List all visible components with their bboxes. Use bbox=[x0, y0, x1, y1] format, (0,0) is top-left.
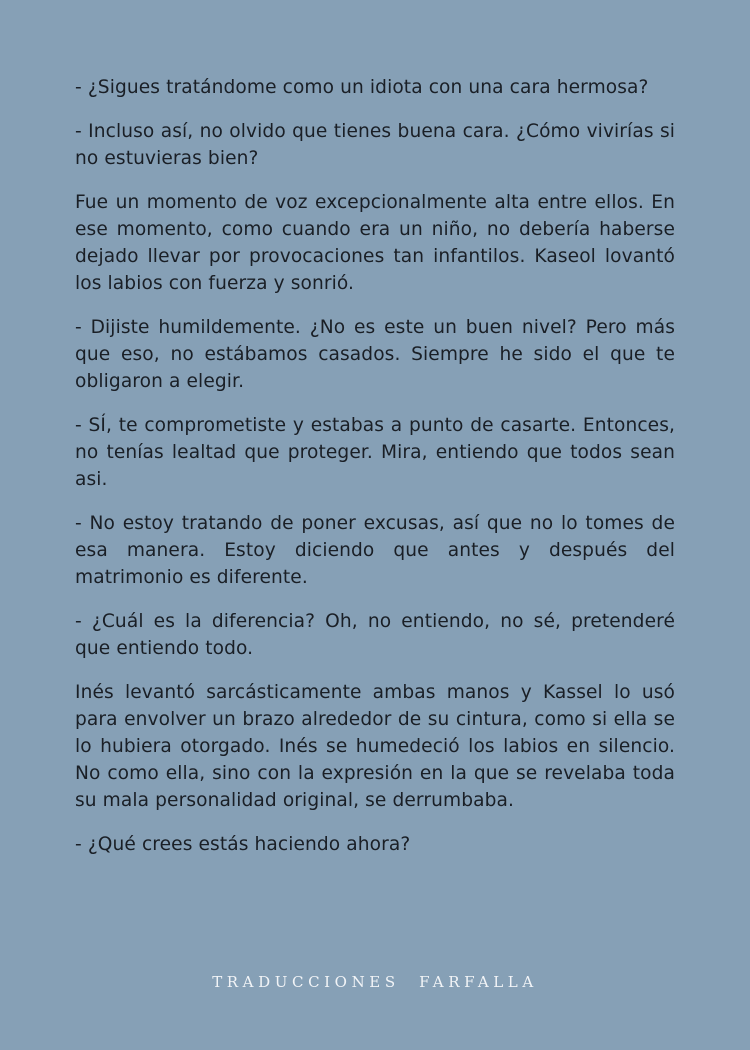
paragraph: - SÍ, te comprometiste y estabas a punto de casarte. Entonces, no tenías lealtad que proteger. Mira, entiendo que todos sean asi. bbox=[75, 415, 675, 490]
footer-credit: TRADUCCIONES FARFALLA bbox=[212, 973, 538, 991]
paragraph: - Dijiste humildemente. ¿No es este un buen nivel? Pero más que eso, no estábamos casados. Siempre he sido el que te obligaron a elegir. bbox=[75, 317, 675, 392]
paragraph: - No estoy tratando de poner excusas, así que no lo tomes de esa manera. Estoy diciendo que antes y después del matrimonio es diferente. bbox=[75, 513, 675, 588]
paragraph: Inés levantó sarcásticamente ambas manos y Kassel lo usó para envolver un brazo alrededor de su cintura, como si ella se lo hubiera otorgado. Inés se humedeció los labios en silencio. No como ella, sino con la expresión en la que se revelaba toda su mala personalidad original, se derrumbaba. bbox=[75, 682, 675, 811]
text-body bbox=[75, 74, 675, 875]
paragraph: Fue un momento de voz excepcionalmente alta entre ellos. En ese momento, como cuando era un niño, no debería haberse dejado llevar por provocaciones tan infantilos. Kaseol lovantó los labios con fuerza y sonrió. bbox=[75, 192, 675, 294]
paragraph: - ¿Qué crees estás haciendo ahora? bbox=[75, 834, 411, 855]
paragraph: - Incluso así, no olvido que tienes buena cara. ¿Cómo vivirías si no estuvieras bien? bbox=[75, 121, 675, 169]
paragraph: - ¿Cuál es la diferencia? Oh, no entiendo, no sé, pretenderé que entiendo todo. bbox=[75, 611, 675, 659]
paragraph: - ¿Sigues tratándome como un idiota con una cara hermosa? bbox=[75, 77, 649, 98]
